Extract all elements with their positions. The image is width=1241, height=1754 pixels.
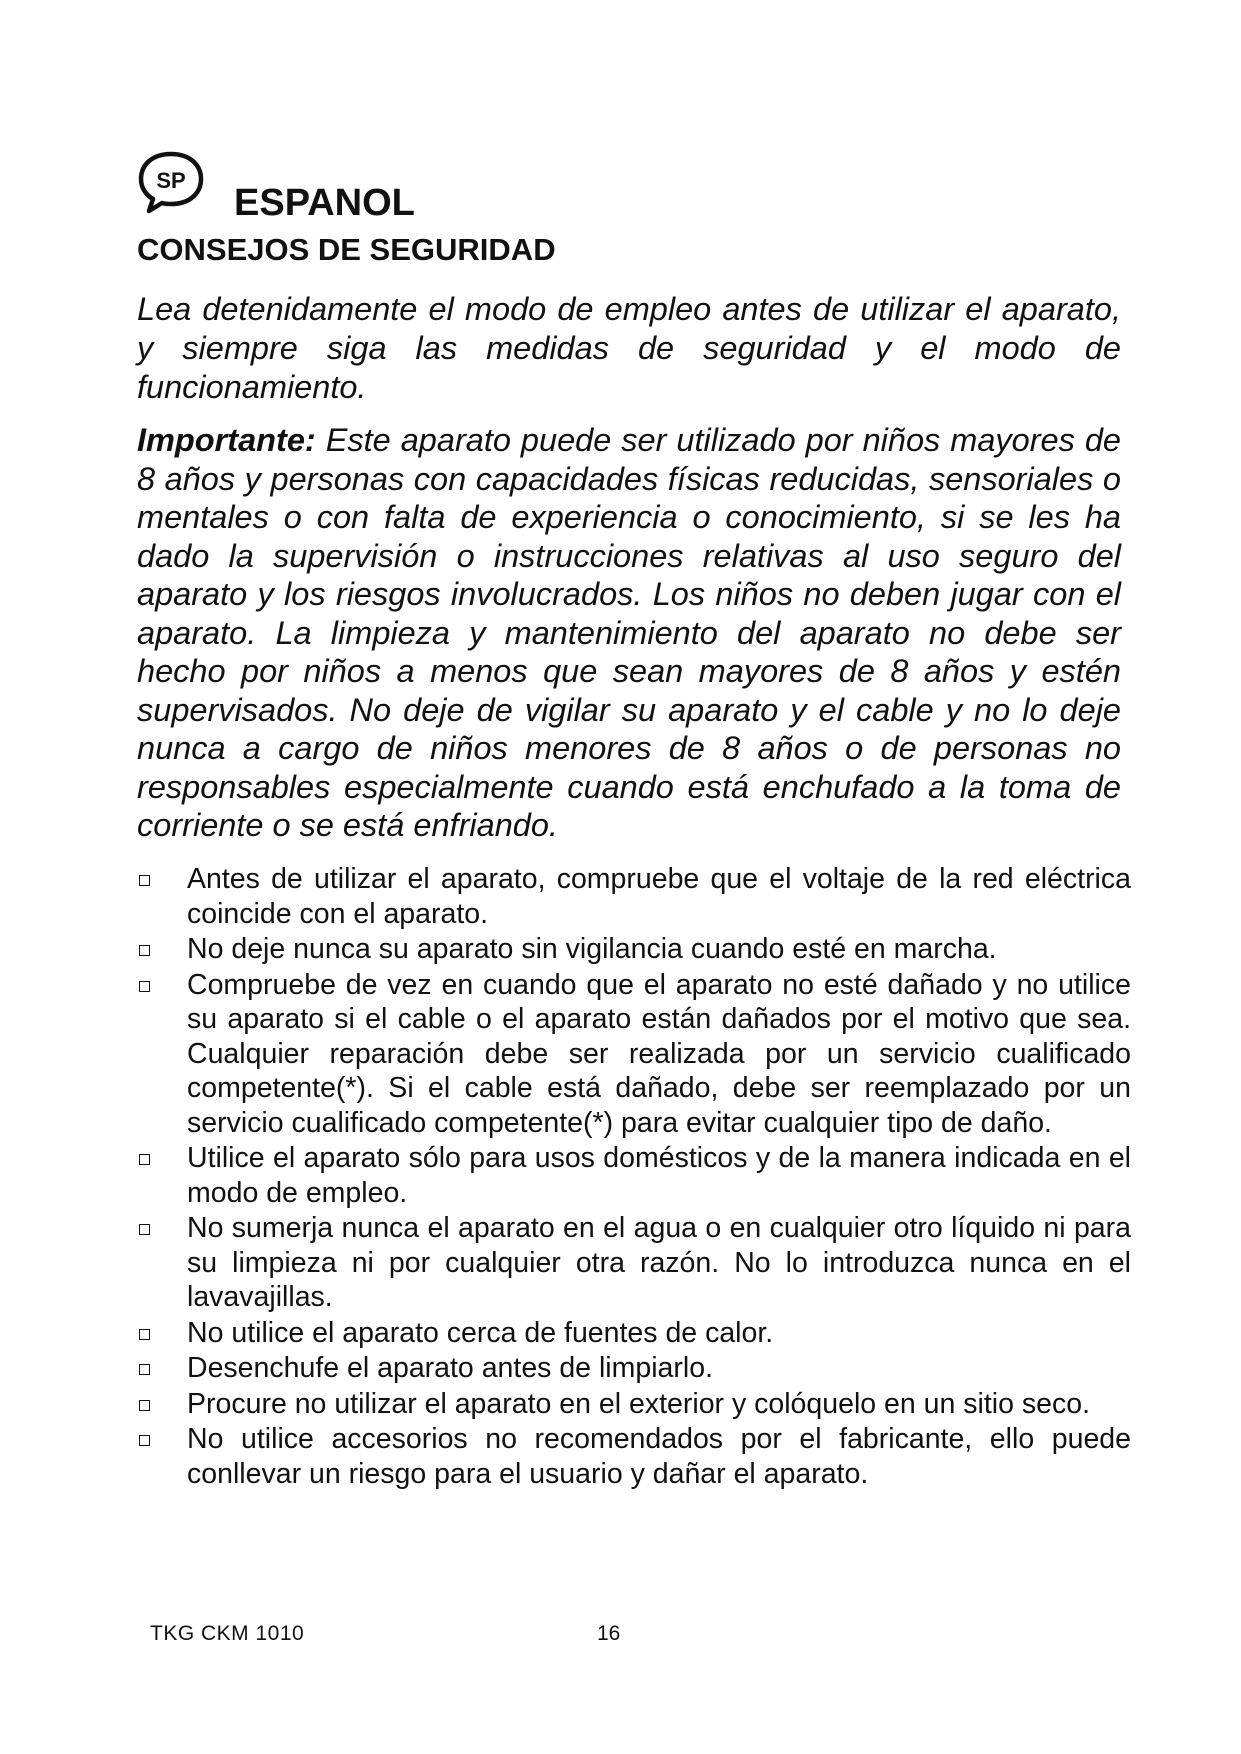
- svg-text:SP: SP: [156, 168, 186, 193]
- speech-bubble-sp-icon: [136, 150, 206, 216]
- checkbox-bullet-icon: [139, 945, 150, 956]
- checkbox-bullet-icon: [139, 875, 150, 886]
- page-number: 16: [597, 1622, 621, 1645]
- list-item: Utilice el aparato sólo para usos domésticos y de la manera indicada en el modo de empleo.: [137, 1141, 1131, 1210]
- important-paragraph: [137, 421, 1121, 845]
- list-item: No sumerja nunca el aparato en el agua o en cualquier otro líquido ni para su limpieza ni por cualquier otra razón. No lo introduzca nunca en el lavavajillas.: [137, 1211, 1131, 1315]
- list-item: Procure no utilizar el aparato en el exterior y colóquelo en un sitio seco.: [137, 1387, 1131, 1422]
- list-item: No utilice accesorios no recomendados por el fabricante, ello puede conllevar un riesgo para el usuario y dañar el aparato.: [137, 1422, 1131, 1491]
- checkbox-bullet-icon: [139, 981, 150, 992]
- checkbox-bullet-icon: [139, 1329, 150, 1340]
- list-item: No utilice el aparato cerca de fuentes de calor.: [137, 1316, 1131, 1351]
- important-label: Importante:: [137, 422, 316, 458]
- checkbox-bullet-icon: [139, 1154, 150, 1165]
- list-item: Desenchufe el aparato antes de limpiarlo.: [137, 1351, 1131, 1386]
- list-item: Compruebe de vez en cuando que el aparato no esté dañado y no utilice su aparato si el cable o el aparato están dañados por el motivo que sea. Cualquier reparación debe ser realizada por un servicio cualificado competente(*). Si el cable está dañado, debe ser reemplazado por un servicio cualificado competente(*) para evitar cualquier tipo de daño.: [137, 968, 1131, 1141]
- footer-model: TKG CKM 1010: [150, 1622, 305, 1645]
- checkbox-bullet-icon: [139, 1435, 150, 1446]
- checkbox-bullet-icon: [139, 1400, 150, 1411]
- list-item: Antes de utilizar el aparato, compruebe que el voltaje de la red eléctrica coincide con el aparato.: [137, 862, 1131, 931]
- list-item: No deje nunca su aparato sin vigilancia cuando esté en marcha.: [137, 932, 1131, 967]
- language-header: [136, 150, 415, 224]
- important-text: Este aparato puede ser utilizado por niños mayores de 8 años y personas con capacidades físicas reducidas, sensoriales o mentales o con falta de experiencia o conocimiento, si se les ha dado la supervisión o instrucciones relativas al uso seguro del aparato y los riesgos involucrados. Los niños no deben jugar con el aparato. La limpieza y mantenimiento del aparato no debe ser hecho por niños a menos que sean mayores de 8 años y estén supervisados. No deje de vigilar su aparato y el cable y no lo deje nunca a cargo de niños menores de 8 años o de personas no responsables especialmente cuando está enchufado a la toma de corriente o se está enfriando.: [137, 422, 1121, 843]
- language-title: ESPANOL: [234, 182, 415, 224]
- checkbox-bullet-icon: [139, 1224, 150, 1235]
- checkbox-bullet-icon: [139, 1364, 150, 1375]
- section-title: CONSEJOS DE SEGURIDAD: [137, 232, 556, 267]
- intro-paragraph: Lea detenidamente el modo de empleo antes de utilizar el aparato, y siempre siga las medidas de seguridad y el modo de funcionamiento.: [137, 291, 1121, 405]
- safety-list: [137, 862, 1131, 1492]
